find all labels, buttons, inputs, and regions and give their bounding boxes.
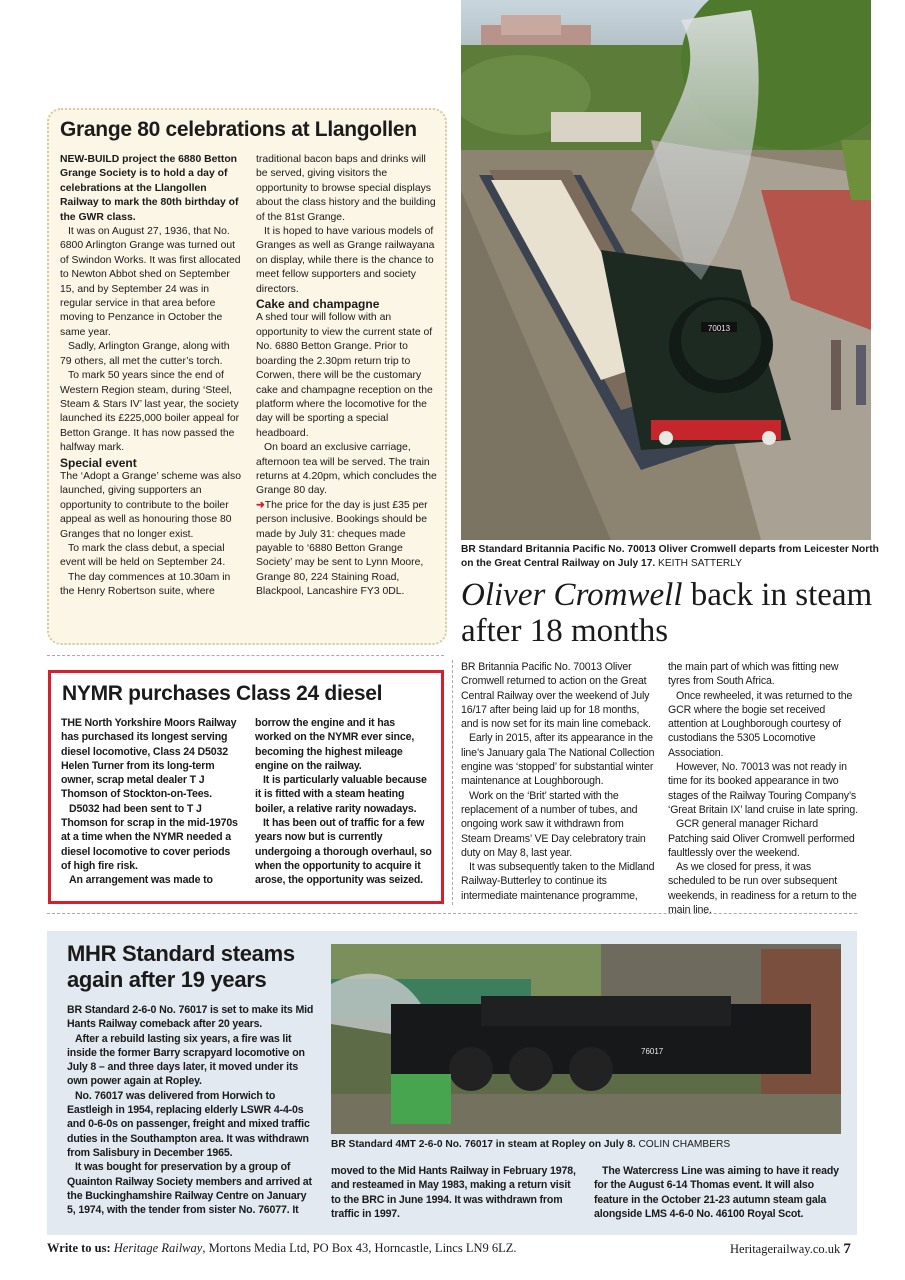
oliver-cromwell-photo-illustration	[461, 0, 871, 540]
mhr-para: The Watercress Line was aiming to have it ready for the August 6-14 Thomas event. It will also feature in the October 21-23 autumn steam gala alongside LMS 4-6-0 No. 46100 Royal Scot.	[594, 1165, 839, 1220]
mhr-para: moved to the Mid Hants Railway in February 1978, and resteamed in May 1983, making a return visit to the BRC in June 1994. It was withdrawn from traffic in 1997.	[331, 1165, 576, 1220]
loco-number: 76017	[641, 1047, 664, 1056]
grange-para: To mark the class debut, a special event will be held on September 24.	[60, 542, 226, 569]
arrow-icon: ➜	[256, 499, 265, 511]
loco-76017-photo-illustration	[331, 944, 841, 1134]
oliver-para: BR Britannia Pacific No. 70013 Oliver Cromwell returned to action on the Great Central Railway over the weekend of July 16/17 after being laid up for 18 months, and is now set for its main line comeback.	[461, 661, 651, 731]
oliver-cromwell-headline	[461, 577, 881, 649]
nymr-column-1	[61, 716, 241, 888]
nymr-para: An arrangement was made to	[69, 874, 213, 887]
train-photo	[461, 0, 871, 540]
grange-column-1	[60, 153, 242, 600]
footer-address	[47, 1241, 517, 1256]
oliver-para: Once rewheeled, it was returned to the GCR where the bogie set received attention at Loughborough courtesy of custodians the 5305 Locomotive Association.	[668, 689, 853, 759]
nymr-para: THE North Yorkshire Moors Railway has purchased its longest serving diesel locomotive, Class 24 D5032 Helen Turner from its long-term owner, scrap metal dealer T J Thomson of Stockton-on-Tees.	[61, 717, 237, 801]
cake-heading: Cake and champagne	[256, 297, 380, 312]
mhr-column-3	[594, 1164, 844, 1221]
train-caption-credit: KEITH SATTERLY	[658, 558, 742, 569]
nymr-para: It is particularly valuable because it is fitted with a steam heating boiler, a relative rarity nowadays.	[255, 774, 427, 815]
divider	[47, 655, 444, 656]
oliver-para: However, No. 70013 was not ready in time for its booked appearance in two stages of the Railway Touring Company’s ‘Great Britain IX’ land cruise in late spring.	[668, 761, 858, 816]
grange-para: It is hoped to have various models of Granges as well as Grange railwayana on display, while there is the chance to meet fellow supporters and society directors.	[256, 226, 435, 295]
smokebox-number: 70013	[707, 324, 731, 333]
oliver-para: Early in 2015, after its appearance in the line’s January gala The National Collection engine was ‘stopped’ for substantial winter maintenance at Loughborough.	[461, 732, 655, 788]
nymr-headline: NYMR purchases Class 24 diesel	[62, 682, 383, 705]
grange-para: NEW-BUILD project the 6880 Betton Grange Society is to hold a day of celebrations at the Llangollen Railway to mark the 80th birthday of the GWR class.	[60, 154, 239, 223]
address-text: , Mortons Media Ltd, PO Box 43, Horncastle, Lincs LN9 6LZ.	[202, 1241, 517, 1255]
mhr-para: No. 76017 was delivered from Horwich to Eastleigh in 1954, replacing elderly LSWR 4-4-0s and 0-6-0s on passenger, freight and mixed traffic duties in the Southampton area. It was withdrawn from Salisbury in December 1965.	[67, 1089, 310, 1159]
column-rule	[452, 660, 453, 905]
oliver-para: As we closed for press, it was scheduled to be run over subsequent weekends, in readiness for a return to the main line.	[668, 861, 857, 917]
mhr-para: It was bought for preservation by a group of Quainton Railway Society members and arrived at the Buckinghamshire Railway Centre on January 5, 1974, with the tender from sister No. 76077. It	[67, 1161, 312, 1217]
mhr-caption-credit: COLIN CHAMBERS	[638, 1139, 731, 1150]
grange-para: A shed tour will follow with an opportunity to view the current state of No. 6880 Betton Grange. Prior to boarding the 2.30pm return trip to Corwen, there will be the customary cake and champagne reception on the platform where the locomotive for the day will be sporting a special headboard.	[256, 312, 433, 439]
nymr-column-2	[255, 716, 433, 888]
mhr-headline: MHR Standard steams again after 19 years	[67, 941, 295, 992]
oliver-para: Work on the ‘Brit’ started with the replacement of a number of tubes, and ongoing work saw it withdrawn from Steam Dreams’ VE Day celebratory train duty on May 8, last year.	[461, 789, 646, 859]
mhr-column-2	[331, 1164, 576, 1221]
oliver-para: the main part of which was fitting new tyres from South Africa.	[668, 661, 839, 688]
special-event-heading: Special event	[60, 455, 137, 470]
mhr-photo-caption	[331, 1138, 851, 1152]
grange-para: The day commences at 10.30am in the Henry Robertson suite, where	[60, 571, 231, 598]
magazine-name: Heritage Railway	[113, 1241, 203, 1255]
site-url[interactable]: Heritagerailway.co.uk	[730, 1242, 841, 1256]
mhr-para: After a rebuild lasting six years, a fire was lit inside the former Barry scrapyard locomotive on July 8 – and three days later, it moved under its own power again at Ropley.	[67, 1032, 305, 1088]
nymr-para: D5032 had been sent to T J Thomson for scrap in the mid-1970s at a time when the NYMR needed a diesel locomotive to cover periods of high fire risk.	[61, 802, 238, 872]
headline-italic: Oliver Cromwell	[461, 577, 683, 613]
grange-para: Sadly, Arlington Grange, along with 79 others, all met the cutter’s torch.	[60, 341, 230, 367]
page-number: 7	[843, 1241, 851, 1257]
grange-para: The ‘Adopt a Grange’ scheme was also launched, giving supporters an opportunity to contribute to the boiler appeal as well as honouring those 80 Granges that no longer exist.	[60, 470, 241, 540]
mhr-caption-text: BR Standard 4MT 2-6-0 No. 76017 in steam at Ropley on July 8.	[331, 1139, 636, 1150]
nymr-para: borrow the engine and it has worked on the NYMR ever since, becoming the highest mileage engine on the railway.	[255, 717, 415, 772]
headline-rest: back in steam after 18 months	[461, 577, 873, 649]
oliver-para: GCR general manager Richard Patching said Oliver Cromwell performed faultlessly over the weekend.	[668, 818, 855, 859]
grange-para: To mark 50 years since the end of Western Region steam, during ‘Steel, Steam & Stars IV’ last year, the society launched its £225,000 boiler appeal for Betton Grange. It has now passed the halfway mark.	[60, 370, 240, 454]
train-caption-text: BR Standard Britannia Pacific No. 70013 Oliver Cromwell departs from Leicester North on the Great Central Railway on July 17.	[461, 544, 879, 569]
grange-headline: Grange 80 celebrations at Llangollen	[60, 118, 417, 141]
divider	[47, 913, 857, 914]
grange-para: traditional bacon baps and drinks will be served, giving visitors the opportunity to browse special displays about the class history and the building of the 81st Grange.	[256, 154, 436, 223]
grange-para: It was on August 27, 1936, that No. 6800 Arlington Grange was turned out of Swindon Works. It was first allocated to Newton Abbot shed on September 15, and by September 24 was in regular service in that area before moving to Penzance in October the same year.	[60, 226, 241, 338]
oliver-column-2	[668, 660, 860, 917]
oliver-para: It was subsequently taken to the Midland Railway-Butterley to continue its intermediate maintenance programme,	[461, 861, 655, 902]
nymr-para: It has been out of traffic for a few years now but is currently undergoing a thorough overhaul, so when the opportunity to acquire it arose, the opportunity was seized.	[255, 817, 432, 887]
write-label: Write to us:	[47, 1241, 111, 1255]
mhr-para: BR Standard 2-6-0 No. 76017 is set to make its Mid Hants Railway comeback after 20 years.	[67, 1004, 314, 1031]
mhr-photo	[331, 944, 841, 1134]
grange-para: The price for the day is just £35 per person inclusive. Bookings should be made by July 31: cheques made payable to ‘6880 Betton Grange Society’ may be sent to Lynn Moore, Grange 80, 224 Staining Road, Blackpool, Lancashire FY3 0DL.	[256, 499, 428, 598]
train-photo-caption	[461, 543, 881, 571]
grange-column-2	[256, 153, 438, 600]
mhr-column-1	[67, 1003, 317, 1217]
grange-para: On board an exclusive carriage, afternoon tea will be served. The train returns at 4.20pm, which concludes the Grange 80 day.	[256, 442, 437, 497]
oliver-column-1	[461, 660, 656, 903]
footer-site	[730, 1241, 851, 1258]
